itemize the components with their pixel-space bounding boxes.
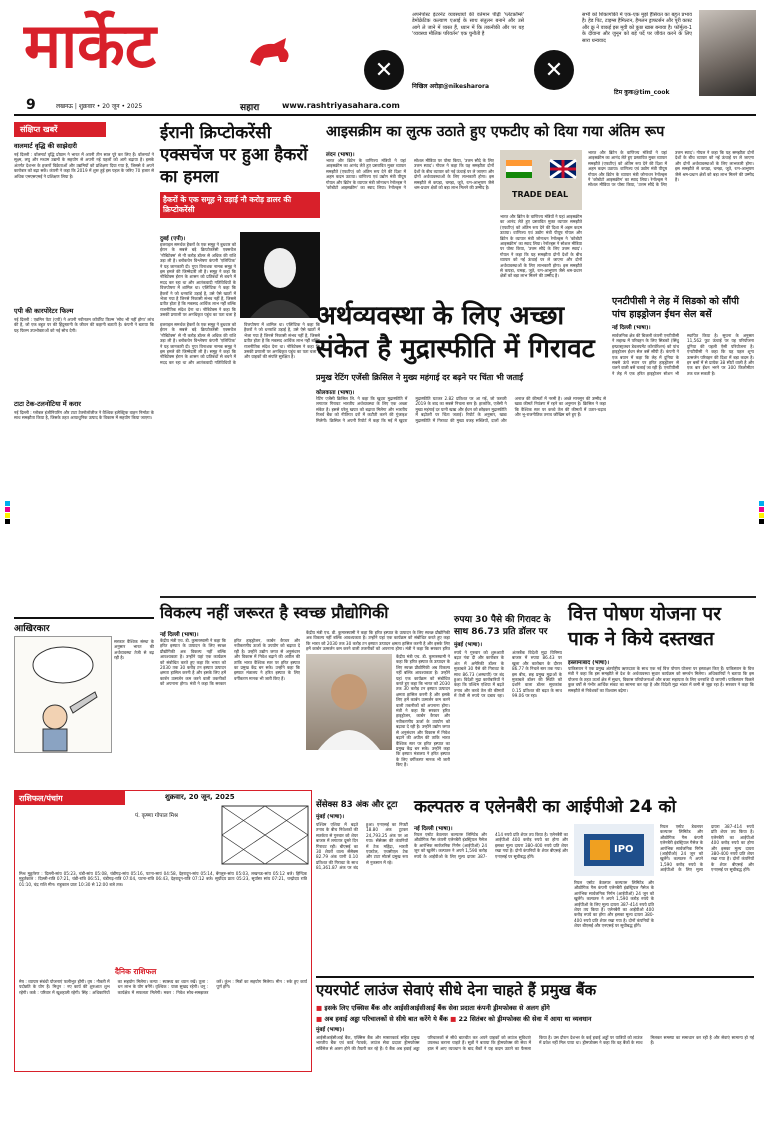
economy-story — [316, 300, 606, 590]
ipo-body-left: रियल एस्टेट डेवलपर कल्पतरु लिमिटेड और औद्योगिक गैस कंपनी एलेनबैरी इंडस्ट्रियल गैसेज के आरंभिक सार्वजनिक निर्गम (आईपीओ) 24 जून को खुलेंगे। कल्पतरु ने अपने 1,590 करोड़ रुपये के आईपीओ के लिए मूल्य दायरा 387-414 रुपये प्रति शेयर तय किया है। एलेनबैरी का आईपीओ 400 करोड़ रुपये का होगा और इसका मूल्य दायरा 380-400 रुपये प्रति शेयर रखा गया है। दोनों कंपनियों के शेयर बीएसई और एनएसई पर सूचीबद्ध होंगे। — [414, 832, 568, 859]
airport-bullet-3-text: 22 सितंबर को ड्रीमफोक्स की सेवा में आया था व्यवधान — [458, 1015, 592, 1023]
pakistan-headline: वित्त पोषण योजना पर पाक ने किये दस्तखत — [568, 603, 721, 650]
ntpc-story — [612, 296, 754, 592]
x-logo-icon: ✕ — [364, 50, 404, 90]
panchang-text: मिश्र मुहूर्तरण : दिल्ली-सांय 05:23, चंडी-सांय 05:08, चंडीगढ़-सांय 05:16, पटना-सायं 04:58, देहरादून-सांय 05:14, बेंगलुरु-सांय 05:03, लखनऊ-सांय 05:12 बजे। हिन्दिक मुहूर्तकाल : दिल्ली-रात्रि 07:21, चंडी-रात्रि 06:51, चंडीगढ़-रात्रि 07:04, पटना-रात्रि 06:43, देहरादून-रात्रि 07:12 बजे। सूर्योदय प्रातः 05:23, सूर्यास्त सांय 07:21, चन्द्रोदय रात्रि 01:10, चंद्र राशि मीन। राहुकाल प्रातः 10:30 से 12:00 बजे तक। — [19, 871, 307, 887]
tech-dateline: नई दिल्ली (भाषा)। — [160, 632, 199, 638]
pakistan-dateline: इस्लामाबाद (भाषा)। — [568, 660, 610, 666]
minister-photo — [306, 654, 392, 750]
rashifal-box — [14, 790, 312, 1072]
cmyk-marks-left — [3, 500, 11, 525]
bull-logo — [246, 32, 296, 72]
airport-bullet-1-text: इसके लिए एक्सिस बैंक और आईसीआईसीआई बैंक सेवा प्रदाता कंपनी ड्रीमफोक्स से अलग होंगे — [324, 1004, 550, 1012]
cartoon-caption: सरकार वैश्विक संस्था के अनुसार भारत की अर्थव्यवस्था तेजी से बढ़ रही है। — [114, 639, 154, 661]
crypto-body: इजराइल समर्थक हैकरों के एक समूह ने बुधवार को ईरान के सबसे बड़े क्रिप्टोकरेंसी एक्सचेंज 'नोबिटेक्स' से नौ करोड़ डॉलर से अधिक की राशि उड़ा ली है। ब्लॉकचेन विश्लेषण कंपनी 'एलिप्टिक' ने यह जानकारी दी। गुप्त विनाशक नामक समूह ने इस हमले की जिम्मेदारी ली है। समूह ने कहा कि नोबिटेक्स ईरान के शासन को प्रतिबंधों से बचने में मदद कर रहा था और आतंकवादी गतिविधियों के वित्तपोषण में शामिल था। एलिप्टिक ने कहा कि हैकरों ने जो धनराशि उड़ाई है, उसे ऐसे खातों में भेजा गया है जिनसे निकासी संभव नहीं है, जिससे प्रतीत होता है कि मकसद आर्थिक लाभ नहीं बल्कि राजनीतिक संदेश देना था। नोबिटेक्स ने कहा कि उसकी प्रणाली पर अनधिकृत पहुंच का पता चला है और ग्राहकों की संपत्ति सुरक्षित है। — [160, 322, 320, 365]
brand-logo: सहारा — [240, 103, 260, 113]
tweet-2-handle: टिम कुक@tim_cook — [614, 89, 670, 96]
crypto-story — [160, 122, 320, 592]
masthead-title: मार्केट — [24, 9, 156, 82]
cartoon-illustration — [14, 636, 112, 753]
ipo-dateline: नई दिल्ली (भाषा)। — [414, 826, 453, 832]
daily-rashifal-title: दैनिक राशिफल — [115, 967, 157, 976]
rupee-story — [454, 614, 562, 789]
icecream-story — [326, 122, 754, 292]
tweet-2-text: सभी को शिकागोकी में एक-एक मुझे हैसियत का बहुत प्रभाव है। हेड पिट, टाइम्स हैमिल्टन, हैमलन ड्राफ्टर्सन और पूरी कास्ट और क्रू ने वाकई इस मूवी को कुछ खास बनाया है। फॉर्मूला-1 के दीवाना और जुनून को बड़े पर्दे पर जीवंत करने के लिए सारा धन्यवाद — [582, 12, 692, 44]
rashifal-title: राशिफल/पंचांग — [15, 791, 125, 805]
sensex-story — [316, 800, 408, 970]
ntpc-headline: एनटीपीसी ने लेह में सिडको को सौंपी पांच हाइड्रोजन ईंधन सेल बसें — [612, 296, 740, 320]
brief-column — [14, 122, 154, 592]
crypto-photo — [240, 232, 320, 318]
folio-bar — [14, 97, 756, 116]
icecream-dateline: लंदन (भाषा)। — [326, 152, 355, 158]
daily-rashifal-text: मेष : व्यापार संबंधी योजनाएं फलीभूत होंगी। वृष : नौकरी में पदोन्नति के योग हैं। मिथुन : नए कार्य की शुरुआत शुभ रहेगी। कर्क : परिवार में खुशहाली रहेगी। सिंह : अधिकारियों का सहयोग मिलेगा। कन्या : स्वास्थ्य का ध्यान रखें। तुला : धन लाभ के योग बनेंगे। वृश्चिक : यात्रा सुखद रहेगी। धनु : कार्यक्षेत्र में सफलता मिलेगी। मकर : निवेश सोच-समझकर करें। कुंभ : मित्रों का सहयोग मिलेगा। मीन : रुके हुए कार्य पूर्ण होंगे। — [19, 979, 307, 995]
cartoon-title: आखिरकार — [14, 624, 50, 634]
ipo-body-right: रियल एस्टेट डेवलपर कल्पतरु लिमिटेड और औद्योगिक गैस कंपनी एलेनबैरी इंडस्ट्रियल गैसेज के आरंभिक सार्वजनिक निर्गम (आईपीओ) 24 जून को खुलेंगे। कल्पतरु ने अपने 1,590 करोड़ रुपये के आईपीओ के लिए मूल्य दायरा 387-414 रुपये प्रति शेयर तय किया है। एलेनबैरी का आईपीओ 400 करोड़ रुपये का होगा और इसका मूल्य दायरा 380-400 रुपये प्रति शेयर रखा गया है। दोनों कंपनियों के शेयर बीएसई और एनएसई पर सूचीबद्ध होंगे। — [660, 824, 754, 873]
rupee-body: रुपये ने गुरुवार को शुरुआती बढ़त गंवा दी और कारोबार के अंत में अमेरिकी डॉलर के मुकाबले 30 पैसे की गिरावट के साथ 86.73 (अस्थायी) पर बंद हुआ। विदेशी मुद्रा कारोबारियों ने कहा कि पश्चिम एशिया में बढ़ते तनाव और कच्चे तेल की कीमतों में तेजी से रुपये पर दबाव रहा। अंतरबैंक विदेशी मुद्रा विनिमय बाजार में रुपया 86.43 पर खुला और कारोबार के दौरान 86.77 के निचले स्तर तक गया। इस बीच, छह प्रमुख मुद्राओं के मुकाबले डॉलर की स्थिति को दर्शाने वाला डॉलर सूचकांक 0.15 प्रतिशत की बढ़त के साथ 99.06 पर रहा। — [454, 650, 562, 699]
rupee-dateline: मुंबई (भाषा)। — [454, 642, 483, 648]
tim-cook-photo — [699, 10, 756, 96]
page-number: 9 — [26, 97, 36, 113]
brief-item-title: एपी की कारपोरेटर फिल्म — [14, 307, 74, 315]
sensex-headline: सेंसेक्स 83 अंक और टूटा — [316, 800, 398, 810]
airport-bullets: ■ अब हवाई अड्डा परिचालकों से सीधे बात करेंगे ये बैंक ■ 22 सितंबर को ड्रीमफोक्स की सेवा में आया था व्यवधान — [316, 1015, 592, 1023]
ipo-photo — [574, 824, 654, 876]
icecream-body-right: भारत और ब्रिटेन के वाणिज्य मंत्रियों ने यहां आइसक्रीम का आनंद लेते हुए प्रस्तावित मुक्त व्यापार समझौते (एफटीए) को अंतिम रूप देने की दिशा में अहम कदम उठाया। वाणिज्य एवं उद्योग मंत्री पीयूष गोयल और ब्रिटेन के व्यापार मंत्री जोनाथन रेनॉल्ड्स ने 'कोबोटो आइसक्रीम' का स्वाद लिया। रेनॉल्ड्स ने सोशल मीडिया पर पोस्ट किया, 'उत्तम सौदे के लिए उत्तम स्वाद'। गोयल ने कहा कि यह समझौता दोनों देशों के बीच व्यापार को नई ऊंचाई पर ले जाएगा और दोनों अर्थव्यवस्थाओं के लिए लाभकारी होगा। इस समझौते से कपड़ा, चमड़ा, जूते, रत्न-आभूषण जैसे श्रम-प्रधान क्षेत्रों को बड़ा लाभ मिलने की उम्मीद है। — [588, 150, 754, 188]
pakistan-body: पाकिस्तान ने एक प्रमुख अंतर्राष्ट्रीय ऋणदाता के साथ एक नई वित्त पोषण योजना पर हस्ताक्षर किए हैं। पाकिस्तान के वित्त मंत्री ने कहा कि इस समझौते से देश के अर्थव्यवस्था सुधार कार्यक्रम को समर्थन मिलेगा। अधिकारियों ने बताया कि इस योजना के तहत ऊर्जा क्षेत्र में सुधार, विकास परियोजनाओं और बजट सहायता के लिए धनराशि दी जाएगी। पाकिस्तान पिछले कुछ वर्षों से गंभीर आर्थिक संकट का सामना कर रहा है और विदेशी मुद्रा भंडार में कमी से जूझ रहा है। सरकार ने कहा कि समझौते से निवेशकों का विश्वास बढ़ेगा। — [568, 666, 754, 693]
crypto-dateline: दुबई (एपी)। — [160, 236, 186, 242]
sensex-dateline: मुंबई (भाषा)। — [316, 814, 345, 820]
crypto-headline: ईरानी क्रिप्टोकरेंसी एक्सचेंज पर हुआ हैकरों का हमला — [160, 123, 308, 187]
tech-body-right: केंद्रीय मंत्री एच. डी. कुमारस्वामी ने कहा कि हरित इस्पात के उत्पादन के लिए स्वच्छ प्रौद्योगिकी अब विकल्प नहीं बल्कि आवश्यकता है। उन्होंने यहां एक कार्यक्रम को संबोधित करते हुए कहा कि भारत को 2030 तक 30 करोड़ टन इस्पात उत्पादन क्षमता हासिल करनी है और इसके लिए हमें कार्बन उत्सर्जन कम करने वाली तकनीकों को अपनाना होगा। मंत्री ने कहा कि सरकार हरित हाइड्रोजन, कार्बन कैप्चर और नवीकरणीय ऊर्जा के उपयोग को बढ़ावा दे रही है। उन्होंने उद्योग जगत से अनुसंधान और विकास में निवेश बढ़ाने की अपील की ताकि भारत वैश्विक स्तर पर हरित इस्पात का प्रमुख केंद्र बन सके। उन्होंने कहा कि इस्पात मंत्रालय ने हरित इस्पात के लिए वर्गीकरण मानक भी जारी किए हैं। — [396, 654, 450, 768]
brief-section-title: संक्षिप्त खबरें — [14, 122, 106, 137]
brief-item-body: नई दिल्ली : ग्लोबल इंजीनियरिंग और टाटा टेक्नोलॉजीज ने वैश्विक इलेक्ट्रिक वाहन निर्माता के साथ समझौता किया है, जिसके तहत अत्याधुनिक उत्पाद के विकास में सहयोग किया जाएगा। — [14, 410, 154, 421]
economy-headline: अर्थव्यवस्था के लिए अच्छा संकेत है मुद्रास्फीति में गिरावट — [316, 301, 595, 364]
ipo-body-middle: रियल एस्टेट डेवलपर कल्पतरु लिमिटेड और औद्योगिक गैस कंपनी एलेनबैरी इंडस्ट्रियल गैसेज के आरंभिक सार्वजनिक निर्गम (आईपीओ) 24 जून को खुलेंगे। कल्पतरु ने अपने 1,590 करोड़ रुपये के आईपीओ के लिए मूल्य दायरा 387-414 रुपये प्रति शेयर तय किया है। एलेनबैरी का आईपीओ 400 करोड़ रुपये का होगा और इसका मूल्य दायरा 380-400 रुपये प्रति शेयर रखा गया है। दोनों कंपनियों के शेयर बीएसई और एनएसई पर सूचीबद्ध होंगे। — [574, 880, 654, 929]
rashifal-author: पं. कृष्णा गोपाल मिश्र — [135, 813, 178, 819]
airport-bullet-2-text: अब हवाई अड्डा परिचालकों से सीधे बात करेंगे ये बैंक — [324, 1015, 448, 1023]
icecream-body-left: भारत और ब्रिटेन के वाणिज्य मंत्रियों ने यहां आइसक्रीम का आनंद लेते हुए प्रस्तावित मुक्त व्यापार समझौते (एफटीए) को अंतिम रूप देने की दिशा में अहम कदम उठाया। वाणिज्य एवं उद्योग मंत्री पीयूष गोयल और ब्रिटेन के व्यापार मंत्री जोनाथन रेनॉल्ड्स ने 'कोबोटो आइसक्रीम' का स्वाद लिया। रेनॉल्ड्स ने सोशल मीडिया पर पोस्ट किया, 'उत्तम सौदे के लिए उत्तम स्वाद'। गोयल ने कहा कि यह समझौता दोनों देशों के बीच व्यापार को नई ऊंचाई पर ले जाएगा और दोनों अर्थव्यवस्थाओं के लिए लाभकारी होगा। इस समझौते से कपड़ा, चमड़ा, जूते, रत्न-आभूषण जैसे श्रम-प्रधान क्षेत्रों को बड़ा लाभ मिलने की उम्मीद है। — [326, 158, 494, 191]
tweet-1-handle: निखिल अरोड़ा@nikesharora — [412, 83, 490, 90]
pakistan-story — [568, 602, 754, 782]
ipo-story — [414, 796, 754, 970]
ntpc-body: सार्वजनिक क्षेत्र की बिजली कंपनी एनटीपीसी ने लद्दाख में परिवहन के लिए सिडको (सिंधु इन्फ्रास्ट्रक्चर डेवलपमेंट कॉरपोरेशन) को पांच हाइड्रोजन ईंधन सेल बसें सौंपी हैं। कंपनी ने एक बयान में कहा कि लेह में दुनिया के सबसे ऊंचे स्थान पर हरित हाइड्रोजन से चलने वाली बसें चलाई जा रही हैं। एनटीपीसी ने लेह में एक हरित हाइड्रोजन स्टेशन भी स्थापित किया है। सूचना के अनुसार 11,562 फुट ऊंचाई पर यह परियोजना दुनिया की पहली ऐसी परियोजना है। एनटीपीसी ने कहा कि यह पहल शून्य उत्सर्जन परिवहन की दिशा में बड़ा कदम है। इन बसों में से प्रत्येक 38 सीटों वाली है और एक बार ईंधन भरने पर 300 किलोमीटर तक चल सकती है। — [612, 333, 754, 376]
economy-body: रेटिंग एजेंसी क्रिसिल लि. ने कहा कि खुदरा मुद्रास्फीति में लगातार गिरावट भारतीय अर्थव्यवस्था के लिए एक अच्छा संकेत है। इससे घरेलू खपत को बढ़ावा मिलेगा और भारतीय रिजर्व बैंक को नीतिगत दरों में कटौती करने की गुंजाइश मिलेगी। क्रिसिल ने अपनी रिपोर्ट में कहा कि मई में खुदरा मुद्रास्फीति घटकर 2.82 प्रतिशत पर आ गई, जो फरवरी 2019 के बाद का सबसे निचला स्तर है। हालांकि, एजेंसी ने मुख्य महंगाई दर यानी खाद्य और ईंधन को छोड़कर मुद्रास्फीति में बढ़ोतरी पर चिंता जताई। रिपोर्ट के अनुसार, खाद्य मुद्रास्फीति में गिरावट की मुख्य वजह सब्जियों, दालों और अनाज की कीमतों में नरमी है। अच्छे मानसून की उम्मीद से खाद्य कीमतें नियंत्रण में रहने का अनुमान है। क्रिसिल ने कहा कि वैश्विक स्तर पर कच्चे तेल की कीमतों में उतार-चढ़ाव और भू-राजनीतिक तनाव जोखिम बने हुए हैं। — [316, 396, 606, 423]
airport-bullet-1: ■ इसके लिए एक्सिस बैंक और आईसीआईसीआई बैंक सेवा प्रदाता कंपनी ड्रीमफोक्स से अलग होंगे — [316, 1004, 550, 1012]
kundali-chart — [221, 805, 309, 865]
ntpc-dateline: नई दिल्ली (भाषा)। — [612, 325, 651, 331]
tech-body-right-top: केंद्रीय मंत्री एच. डी. कुमारस्वामी ने कहा कि हरित इस्पात के उत्पादन के लिए स्वच्छ प्रौद्योगिकी अब विकल्प नहीं बल्कि आवश्यकता है। उन्होंने यहां एक कार्यक्रम को संबोधित करते हुए कहा कि भारत को 2030 तक 30 करोड़ टन इस्पात उत्पादन क्षमता हासिल करनी है और इसके लिए हमें कार्बन उत्सर्जन कम करने वाली तकनीकों को अपनाना होगा। मंत्री ने कहा कि सरकार हरित — [306, 630, 450, 652]
tech-headline: विकल्प नहीं जरूरत है स्वच्छ प्रौद्योगिकी — [160, 603, 389, 622]
icecream-headline: आइसक्रीम का लुत्फ उठाते हुए एफटीए को दिया गया अंतिम रूप — [326, 124, 665, 140]
x-logo-icon: ✕ — [534, 50, 574, 90]
tweet-1-text: अपनेपोस्ट इंटरनेट व्यवस्थायों की वर्तमान पीढ़ी 'प्लेटफ़ॉर्म्स' डेमोक्रेटिक कल्याण एआई के साथ संतुलन बनाने और उसे आगे ले जाने में व्यस्त हैं, ध्यान में कि तकनीकी और पर यह 'व्यवस्था मौलिक परिवर्तन' एक चुनौती है — [412, 12, 524, 38]
trade-deal-photo — [500, 150, 582, 210]
brief-item-title: टाटा टेक-टलनोटिया में करार — [14, 400, 81, 408]
cartoon-box — [14, 617, 154, 769]
masthead — [14, 10, 756, 110]
sensex-body: पश्चिम एशिया में बढ़ते तनाव के बीच निवेशकों की सतर्कता से गुरुवार को शेयर बाजार में लगातार दूसरे दिन गिरावट रही। बीएसई का 30 शेयरों वाला सेंसेक्स 82.79 अंक यानी 0.10 प्रतिशत की गिरावट के साथ 81,361.87 अंक पर बंद हुआ। एनएसई का निफ्टी 18.80 अंक टूटकर 24,793.25 अंक पर आ गया। सेंसेक्स की कंपनियों में टेक महिंद्रा, भारती एयरटेल, एचसीएल टेक और टाटा मोटर्स प्रमुख रूप से नुकसान में रहे। — [316, 822, 408, 871]
airport-story — [316, 976, 754, 1124]
rupee-headline: रुपया 30 पैसे की गिरावट के साथ 86.73 प्रति डॉलर पर — [454, 615, 551, 637]
website: www.rashtriyasahara.com — [282, 101, 400, 110]
icecream-body-middle: भारत और ब्रिटेन के वाणिज्य मंत्रियों ने यहां आइसक्रीम का आनंद लेते हुए प्रस्तावित मुक्त व्यापार समझौते (एफटीए) को अंतिम रूप देने की दिशा में अहम कदम उठाया। वाणिज्य एवं उद्योग मंत्री पीयूष गोयल और ब्रिटेन के व्यापार मंत्री जोनाथन रेनॉल्ड्स ने 'कोबोटो आइसक्रीम' का स्वाद लिया। रेनॉल्ड्स ने सोशल मीडिया पर पोस्ट किया, 'उत्तम सौदे के लिए उत्तम स्वाद'। गोयल ने कहा कि यह समझौता दोनों देशों के बीच व्यापार को नई ऊंचाई पर ले जाएगा और दोनों अर्थव्यवस्थाओं के लिए लाभकारी होगा। इस समझौते से कपड़ा, चमड़ा, जूते, रत्न-आभूषण जैसे श्रम-प्रधान क्षेत्रों को बड़ा लाभ मिलने की उम्मीद है। — [500, 214, 582, 279]
ipo-photo-label: IPO — [614, 844, 634, 855]
airport-dateline: मुंबई (भाषा)। — [316, 1027, 345, 1033]
trade-deal-label: TRADE DEAL — [512, 190, 569, 199]
tech-body-left: केंद्रीय मंत्री एच. डी. कुमारस्वामी ने कहा कि हरित इस्पात के उत्पादन के लिए स्वच्छ प्रौद्योगिकी अब विकल्प नहीं बल्कि आवश्यकता है। उन्होंने यहां एक कार्यक्रम को संबोधित करते हुए कहा कि भारत को 2030 तक 30 करोड़ टन इस्पात उत्पादन क्षमता हासिल करनी है और इसके लिए हमें कार्बन उत्सर्जन कम करने वाली तकनीकों को अपनाना होगा। मंत्री ने कहा कि सरकार हरित हाइड्रोजन, कार्बन कैप्चर और नवीकरणीय ऊर्जा के उपयोग को बढ़ावा दे रही है। उन्होंने उद्योग जगत से अनुसंधान और विकास में निवेश बढ़ाने की अपील की ताकि भारत वैश्विक स्तर पर हरित इस्पात का प्रमुख केंद्र बन सके। उन्होंने कहा कि इस्पात मंत्रालय ने हरित इस्पात के लिए वर्गीकरण मानक भी जारी किए हैं। — [160, 638, 300, 687]
airport-headline: एयरपोर्ट लाउंज सेवाएं सीधे देना चाहते हैं प्रमुख बैंक — [316, 981, 597, 999]
brief-item-body: नई दिल्ली : एडमिन पेटा (एपी) ने अपनी नवीनतम कॉर्पोरेट फिल्म 'सोच भी नहीं होगा' लांच की है, जो एक बहुत पर की हिंदुस्तानी के जीवन की कहानी बताती है। कंपनी ने बताया कि यह फिल्म उपभोक्ताओं को नई सोच देगी। — [14, 317, 154, 333]
tech-story — [160, 602, 450, 802]
divider — [160, 596, 756, 598]
economy-dateline: कोलकाता (भाषा)। — [316, 390, 355, 396]
cmyk-marks-right — [757, 500, 765, 525]
economy-subhead: प्रमुख रेटिंग एजेंसी क्रिसिल ने मुख्य महंगाई दर बढ़ने पर चिंता भी जताई — [316, 373, 524, 382]
airport-body: आईसीआईसीआई बैंक, एक्सिस बैंक और मास्टरकार्ड सहित प्रमुख भारतीय बैंक एवं कार्ड नेटवर्क, लाउंज सेवा प्रदाता ड्रीमफोक्स सर्विसेज से अलग होने की तैयारी कर रहे हैं। ये बैंक अब हवाई अड्डा परिचालकों से सीधे बातचीत कर अपने ग्राहकों को लाउंज सुविधाएं उपलब्ध कराना चाहते हैं। सूत्रों ने बताया कि ड्रीमफोक्स की सेवा में हाल में आए व्यवधान के बाद बैंकों ने यह कदम उठाने का फैसला किया है। उस दौरान देशभर के कई हवाई अड्डों पर यात्रियों को लाउंज में प्रवेश नहीं मिल पाया था। ड्रीमफोक्स ने कहा कि वह बैंकों के साथ मिलकर समस्या का समाधान कर रही है और सेवाएं सामान्य हो गई हैं। — [316, 1035, 754, 1051]
ipo-headline: कल्पतरु व एलेनबैरी का आईपीओ 24 को — [414, 797, 676, 817]
date-line: लखनऊ | शुक्रवार • 20 जून • 2025 — [56, 103, 143, 110]
rashifal-date: शुक्रवार, 20 जून, 2025 — [165, 793, 235, 801]
crypto-body-top: इजराइल समर्थक हैकरों के एक समूह ने बुधवार को ईरान के सबसे बड़े क्रिप्टोकरेंसी एक्सचेंज 'नोबिटेक्स' से नौ करोड़ डॉलर से अधिक की राशि उड़ा ली है। ब्लॉकचेन विश्लेषण कंपनी 'एलिप्टिक' ने यह जानकारी दी। गुप्त विनाशक नामक समूह ने इस हमले की जिम्मेदारी ली है। समूह ने कहा कि नोबिटेक्स ईरान के शासन को प्रतिबंधों से बचने में मदद कर रहा था और आतंकवादी गतिविधियों के वित्तपोषण में शामिल था। एलिप्टिक ने कहा कि हैकरों ने जो धनराशि उड़ाई है, उसे ऐसे खातों में भेजा गया है जिनसे निकासी संभव नहीं है, जिससे प्रतीत होता है कि मकसद आर्थिक लाभ नहीं बल्कि राजनीतिक संदेश देना था। नोबिटेक्स ने कहा कि उसकी प्रणाली पर अनधिकृत पहुंच का पता चला है — [160, 242, 236, 318]
brief-item-body: नई दिल्ली : वॉलमार्ट वृद्धि प्रोग्राम ने भारत में अपनी तीन साल पूरे कर लिए हैं। वॉलमार्ट ने सूक्ष्म, लघु और मध्यम उद्यमों के सहयोग से अपनी नई पहलों को आगे बढ़ाया है। इसके अंतर्गत देशभर के हजारों विक्रेताओं और उद्यमियों को प्रशिक्षण दिया गया है, जिससे वे अपने कारोबार को बढ़ा सकें। कंपनी ने कहा कि 2019 में शुरू हुई इस पहल के जरिए 70 हजार से अधिक एमएसएमई ने प्रशिक्षण लिया है। — [14, 152, 154, 179]
crypto-subhead: हैकरों के एक समूह ने उड़ाई नौ करोड़ डालर की क्रिप्टोकरेंसी — [160, 192, 320, 218]
brief-item-title: वालमार्ट वृद्धि की साझेदारी — [14, 142, 77, 150]
